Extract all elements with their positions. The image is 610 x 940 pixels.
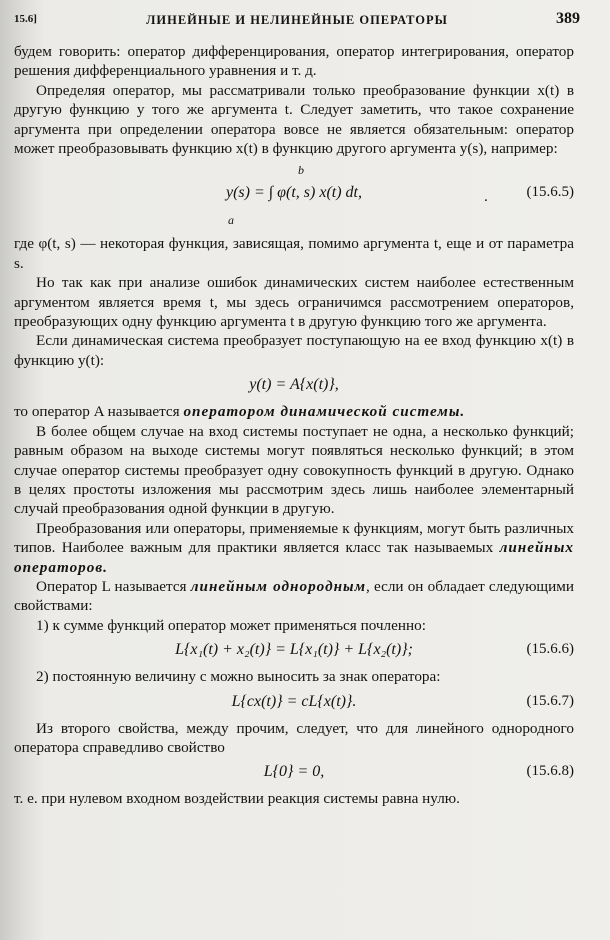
paragraph-9-text: Оператор L называется (36, 577, 191, 595)
equation-formula: L{0} = 0, (263, 763, 325, 781)
paragraph-7: В более общем случае на вход системы поступает не одна, а несколько функций; равным образом на выходе системы могут появляться несколько функций; в этом случае оператор системы преобразует одну совокупность функций в другую. Однако в целях простоты изложения мы рассмотрим здесь лишь наиболее элементарный случай преобразования одной функции в другую. (14, 422, 574, 518)
paragraph-3: где φ(t, s) — некоторая функция, зависящая, помимо аргумента t, еще и от параметра s. (14, 235, 574, 272)
paragraph-2: Определяя оператор, мы рассматривали только преобразование функции x(t) в другую функцию y того же аргумента t. Следует заметить, что такое сохранение аргумента при определении оператора вовсе не является обязательным: оператор может преобразовывать функцию x(t) в функцию другого аргумента y(s), например: (14, 81, 574, 158)
page-body (14, 42, 574, 809)
equation-15-6-7 (14, 690, 574, 716)
paragraph-12: Из второго свойства, между прочим, следует, что для линейного однородного оператора справедливо свойство (14, 719, 574, 756)
paragraph-11: 2) постоянную величину c можно выносить за знак оператора: (36, 668, 441, 686)
equation-number: (15.6.8) (526, 763, 574, 780)
integral-lower-limit: a (228, 213, 234, 228)
paragraph-6 (14, 402, 574, 421)
equation-number: (15.6.7) (526, 692, 574, 709)
equation-15-6-8 (14, 760, 574, 786)
paragraph-6-text: то оператор A называется (14, 403, 184, 421)
paragraph-4: Но так как при анализе ошибок динамических систем наиболее естественным аргументом является время t, мы здесь ограничимся рассмотрением операторов, преобразующих одну функцию аргумента t в другую функцию того же аргумента. (14, 274, 574, 331)
equation-operator (14, 373, 574, 399)
term-system-operator: оператором динамической системы. (183, 403, 466, 421)
equation-15-6-5 (14, 161, 574, 231)
term-linear-homogeneous: линейным однородным (190, 577, 366, 595)
equation-formula: y(s) = ∫ φ(t, s) x(t) dt, (226, 184, 362, 202)
term-linear-operators: линейных операторов. (14, 539, 574, 576)
paragraph-9-tail: , если он обладает следующими свойствами: (14, 577, 574, 615)
page-number: 389 (556, 10, 580, 27)
equation-number: (15.6.6) (526, 641, 574, 658)
paragraph-10: 1) к сумме функций оператор может применяться почленно: (36, 616, 426, 634)
paragraph-8-text: Преобразования или операторы, применяемые к функциям, могут быть различных типов. Наиболее важным для практики является класс так называемых (14, 519, 574, 557)
paragraph-9 (14, 577, 574, 616)
paragraph-13: т. е. при нулевом входном воздействии реакция системы равна нулю. (14, 790, 460, 808)
paragraph-1: будем говорить: оператор дифференцирования, оператор интегрирования, оператор решения дифференциального уравнения и т. д. (14, 43, 574, 80)
equation-number: (15.6.5) (526, 184, 574, 201)
paragraph-8 (14, 519, 574, 577)
paragraph-5: Если динамическая система преобразует поступающую на ее вход функцию x(t) в функцию y(t): (14, 332, 574, 369)
equation-formula: L{x₁(t) + x₂(t)} = L{x₁(t)} + L{x₂(t)}; (175, 641, 413, 659)
running-header (14, 10, 580, 32)
equation-formula: y(t) = A{x(t)}, (249, 376, 339, 394)
stray-dot: . (484, 188, 488, 206)
integral-upper-limit: b (298, 163, 304, 178)
equation-15-6-6 (14, 638, 574, 664)
running-title: ЛИНЕЙНЫЕ И НЕЛИНЕЙНЫЕ ОПЕРАТОРЫ (146, 13, 448, 27)
section-number: 15.6] (14, 13, 37, 25)
equation-formula: L{cx(t)} = cL{x(t)}. (231, 692, 357, 710)
